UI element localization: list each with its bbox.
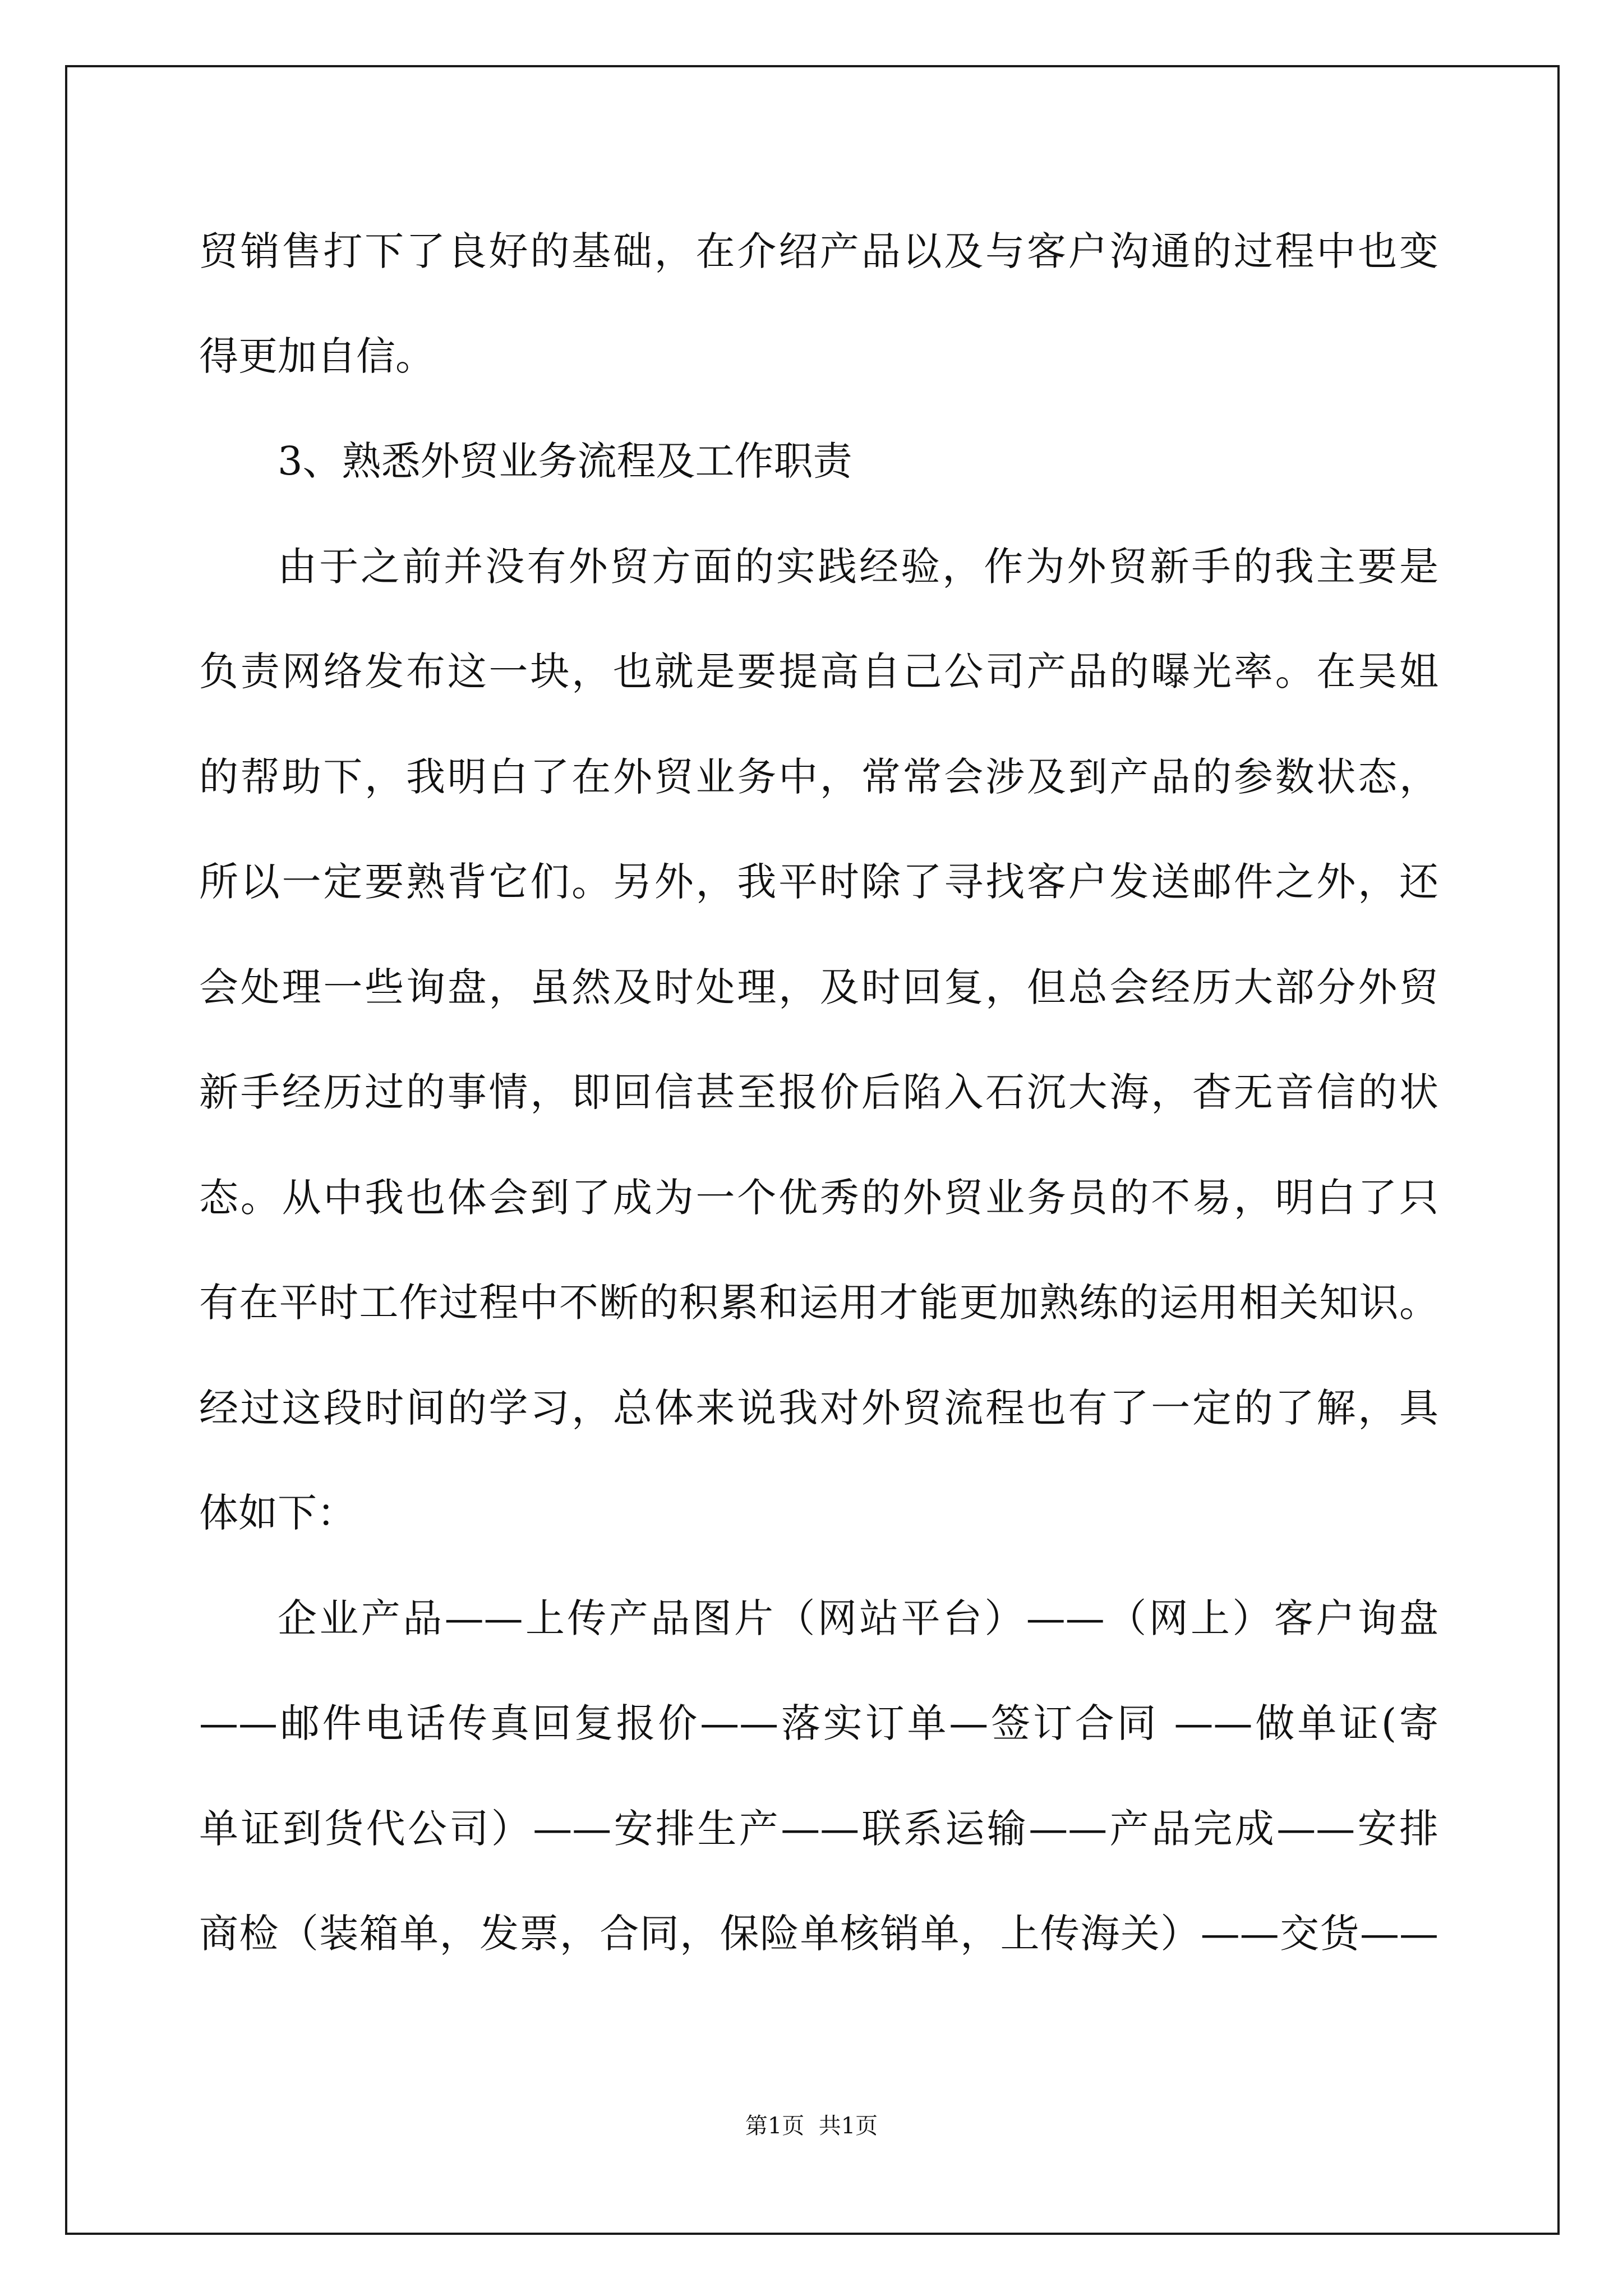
text-line: 有在平时工作过程中不断的积累和运用才能更加熟练的运用相关知识。	[199, 1280, 1438, 1326]
text-line: 体如下：	[199, 1490, 356, 1536]
section-heading: 3、熟悉外贸业务流程及工作职责	[278, 438, 852, 484]
text-line: ——邮件电话传真回复报价——落实订单—签订合同 ——做单证(寄	[199, 1700, 1438, 1746]
text-line: 由于之前并没有外贸方面的实践经验，作为外贸新手的我主要是	[278, 544, 1438, 590]
text-line: 单证到货代公司）——安排生产——联系运输——产品完成——安排	[199, 1806, 1438, 1852]
text-line: 会处理一些询盘，虽然及时处理，及时回复，但总会经历大部分外贸	[199, 964, 1438, 1010]
text-line: 企业产品——上传产品图片（网站平台）——（网上）客户询盘	[278, 1595, 1438, 1641]
page-number: 第1页 共1页	[745, 2113, 878, 2139]
text-line: 所以一定要熟背它们。另外，我平时除了寻找客户发送邮件之外，还	[199, 859, 1438, 905]
text-line: 商检（装箱单，发票，合同，保险单核销单，上传海关）——交货——	[199, 1911, 1438, 1957]
text-line: 得更加自信。	[199, 333, 435, 379]
text-line: 贸销售打下了良好的基础，在介绍产品以及与客户沟通的过程中也变	[199, 228, 1438, 274]
text-line: 经过这段时间的学习，总体来说我对外贸流程也有了一定的了解，具	[199, 1385, 1438, 1431]
text-line: 的帮助下，我明白了在外贸业务中，常常会涉及到产品的参数状态，	[199, 754, 1438, 800]
text-line: 新手经历过的事情，即回信甚至报价后陷入石沉大海，杳无音信的状	[199, 1069, 1438, 1115]
text-line: 态。从中我也体会到了成为一个优秀的外贸业务员的不易，明白了只	[199, 1175, 1438, 1221]
text-line: 负责网络发布这一块，也就是要提高自己公司产品的曝光率。在吴姐	[199, 648, 1438, 694]
